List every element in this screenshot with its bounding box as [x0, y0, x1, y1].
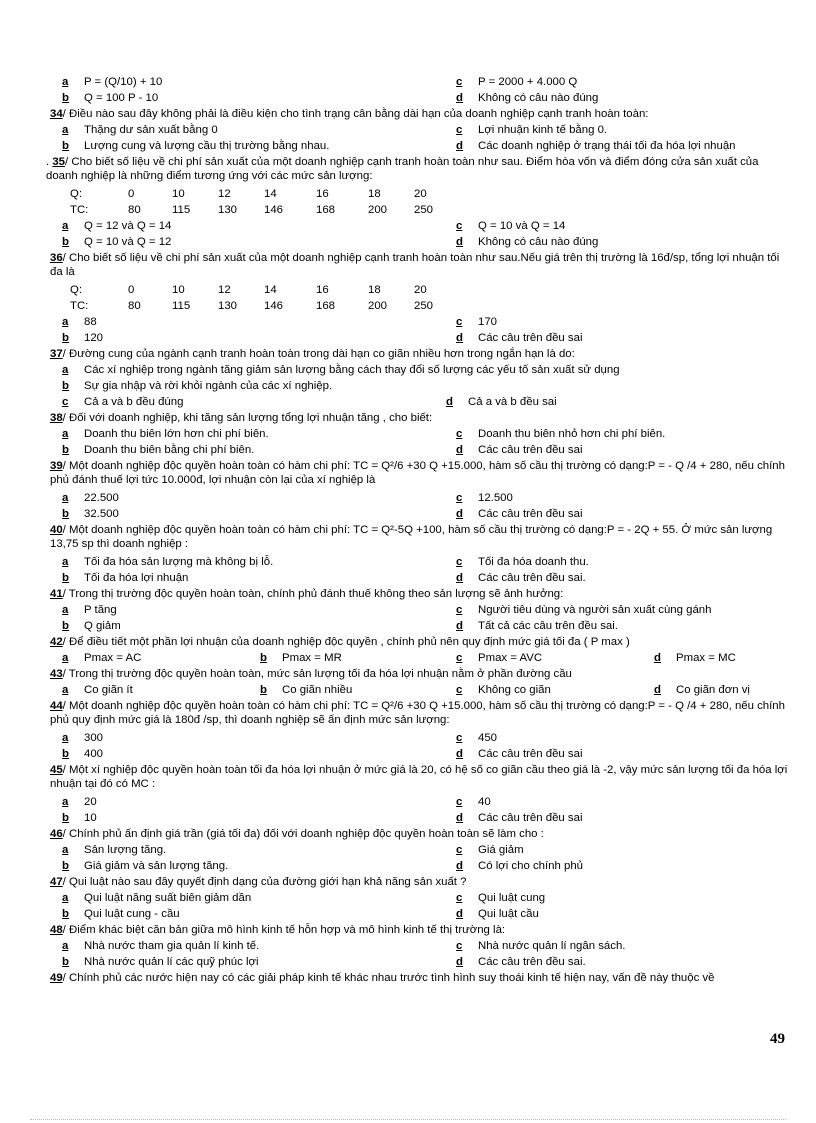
cost-table-label: TC: — [70, 300, 89, 312]
option-text: Không co giãn — [478, 684, 551, 696]
option-b — [62, 235, 171, 249]
question-number: 36 — [50, 252, 63, 264]
option-letter: d — [456, 956, 463, 968]
option-d — [456, 955, 586, 969]
option-letter: c — [456, 76, 463, 88]
question-number: 34 — [50, 108, 63, 120]
option-text: Các câu trên đều sai — [478, 444, 583, 456]
option-letter: c — [456, 492, 463, 504]
option-letter: a — [62, 220, 69, 232]
question-number: 37 — [50, 348, 63, 360]
option-text: Doanh thu biên lớn hơn chi phí biên. — [84, 428, 269, 440]
question-47 — [50, 875, 790, 889]
cost-table-cell: 18 — [368, 284, 381, 296]
option-a — [62, 363, 620, 377]
question-number: 41 — [50, 588, 63, 600]
option-c — [456, 891, 545, 905]
option-a — [62, 219, 171, 233]
cost-table-cell: 16 — [316, 188, 329, 200]
option-a — [62, 555, 273, 569]
question-number: 43 — [50, 668, 63, 680]
option-text: Các doanh nghiệp ở trạng thái tối đa hóa lợi nhuận — [478, 140, 736, 152]
option-d — [456, 907, 539, 921]
option-d — [446, 395, 557, 409]
question-35 — [46, 155, 786, 183]
option-letter: a — [62, 732, 69, 744]
option-b — [62, 955, 259, 969]
question-number: 35 — [52, 156, 66, 168]
option-letter: a — [62, 364, 69, 376]
option-text: Nhà nước tham gia quản lí kinh tế. — [84, 940, 260, 952]
cost-table-cell: 168 — [316, 300, 336, 312]
option-letter: c — [456, 316, 463, 328]
option-letter: c — [456, 220, 463, 232]
option-text: Tối đa hóa sản lượng mà không bị lỗ. — [84, 556, 274, 568]
option-text: Các câu trên đều sai — [478, 508, 583, 520]
option-text: Sự gia nhập và rời khỏi ngành của các xí nghiệp. — [84, 380, 333, 392]
option-letter: c — [456, 684, 463, 696]
option-letter: c — [456, 732, 463, 744]
option-text: Q = 100 P - 10 — [84, 92, 159, 104]
option-text: 450 — [478, 732, 498, 744]
cost-table-cell: 80 — [128, 204, 141, 216]
option-letter: a — [62, 892, 69, 904]
option-text: Pmax = AC — [84, 652, 142, 664]
page-number: 49 — [770, 1031, 785, 1047]
option-letter: a — [62, 492, 69, 504]
question-text: / Trong thị trường độc quyền hoàn toàn, mức sản lượng tối đa hóa lợi nhuận nằm ở phần đường cầu — [62, 668, 572, 680]
cost-table-cell: 14 — [264, 188, 277, 200]
option-text: Người tiêu dùng và người sản xuất cùng gánh — [478, 604, 712, 616]
option-letter: b — [62, 956, 69, 968]
option-text: P = 2000 + 4.000 Q — [478, 76, 578, 88]
option-letter: b — [260, 684, 267, 696]
question-number: 42 — [50, 636, 63, 648]
option-c — [456, 555, 589, 569]
question-number: 45 — [50, 764, 63, 776]
question-34 — [50, 107, 790, 121]
option-text: Co giãn đơn vị — [676, 684, 750, 696]
option-letter: a — [62, 684, 69, 696]
option-letter: c — [456, 652, 463, 664]
option-text: Co giãn nhiều — [282, 684, 353, 696]
option-c — [456, 843, 524, 857]
option-letter: b — [62, 620, 69, 632]
cost-table-cell: 130 — [218, 300, 238, 312]
question-text: / Đường cung của ngành cạnh tranh hoàn toàn trong dài hạn co giãn nhiều hơn trong ngắn hạn là do: — [62, 348, 575, 360]
option-text: 10 — [84, 812, 97, 824]
option-d — [456, 747, 582, 761]
option-b — [62, 571, 188, 585]
option-text: Không có câu nào đúng — [478, 236, 599, 248]
option-text: P = (Q/10) + 10 — [84, 76, 163, 88]
question-40 — [50, 523, 790, 551]
option-letter: b — [62, 812, 69, 824]
question-text: / Điều nào sau đây không phải là điều kiện cho tình trạng cân bằng dài hạn của doanh nghiệp cạnh tranh hoàn toàn: — [62, 108, 649, 120]
question-number: 49 — [50, 972, 63, 984]
option-d — [456, 331, 582, 345]
cost-table-cell: 200 — [368, 300, 388, 312]
option-d — [456, 619, 618, 633]
option-text: 88 — [84, 316, 97, 328]
option-letter: b — [260, 652, 267, 664]
question-text: / Điểm khác biệt căn bản giữa mô hình kinh tế hỗn hợp và mô hình kinh tế thị trường là: — [62, 924, 506, 936]
question-text: / Một doanh nghiệp độc quyền hoàn toàn có hàm chi phí: TC = Q²/6 +30 Q +15.000, hàm số cầu thị trường có dạng:P = - Q /4 + 280, nếu chính phủ quy định mức giá là 180đ /sp, thì doanh nghiệp sẽ ấn định mức sản lượng: — [50, 700, 785, 726]
question-42 — [50, 635, 790, 649]
option-text: Cả a và b đều đúng — [84, 396, 184, 408]
option-letter: d — [456, 236, 463, 248]
option-c — [456, 219, 565, 233]
cost-table-cell: 80 — [128, 300, 141, 312]
option-text: Co giãn ít — [84, 684, 133, 696]
option-d — [456, 139, 736, 153]
option-text: Các câu trên đều sai — [478, 748, 583, 760]
option-letter: a — [62, 556, 69, 568]
option-text: Các xí nghiệp trong ngành tăng giảm sản lượng bằng cách thay đổi số lượng các yếu tố sản xuất sử dụng — [84, 364, 620, 376]
question-43 — [50, 667, 790, 681]
option-c — [456, 651, 542, 665]
option-text: 22.500 — [84, 492, 119, 504]
option-letter: b — [62, 444, 69, 456]
option-letter: b — [62, 140, 69, 152]
option-letter: d — [456, 812, 463, 824]
option-letter: c — [456, 844, 463, 856]
option-letter: a — [62, 604, 69, 616]
question-46 — [50, 827, 790, 841]
option-text: Giá giảm — [478, 844, 524, 856]
cost-table-cell: 18 — [368, 188, 381, 200]
option-letter: b — [62, 332, 69, 344]
question-36 — [50, 251, 790, 279]
option-b — [62, 331, 103, 345]
option-text: Pmax = AVC — [478, 652, 543, 664]
option-text: Q = 10 và Q = 14 — [478, 220, 566, 232]
option-text: Giá giảm và sản lượng tăng. — [84, 860, 229, 872]
cost-table-cell: 10 — [172, 284, 185, 296]
option-text: Không có câu nào đúng — [478, 92, 599, 104]
option-text: Doanh thu biên nhỏ hơn chi phí biên. — [478, 428, 666, 440]
option-letter: d — [456, 860, 463, 872]
option-text: 120 — [84, 332, 104, 344]
option-text: Các câu trên đều sai — [478, 332, 583, 344]
option-a — [62, 795, 97, 809]
question-49 — [50, 971, 790, 985]
question-number: 40 — [50, 524, 63, 536]
cost-table-cell: 130 — [218, 204, 238, 216]
option-c — [456, 315, 497, 329]
option-c — [456, 795, 491, 809]
cost-table-cell: 14 — [264, 284, 277, 296]
cost-table-cell: 20 — [414, 188, 427, 200]
option-letter: d — [654, 684, 661, 696]
cost-table-label: Q: — [70, 188, 83, 200]
option-a — [62, 731, 103, 745]
option-text: Thặng dư sản xuất bằng 0 — [84, 124, 218, 136]
option-letter: b — [62, 236, 69, 248]
option-letter: d — [456, 92, 463, 104]
option-c — [456, 939, 625, 953]
option-a — [62, 843, 166, 857]
option-b — [62, 811, 97, 825]
option-b — [62, 507, 119, 521]
option-text: Q = 12 và Q = 14 — [84, 220, 172, 232]
cost-table-cell: 12 — [218, 188, 231, 200]
option-letter: c — [456, 796, 463, 808]
question-number: 38 — [50, 412, 63, 424]
cost-table-label: Q: — [70, 284, 83, 296]
question-number: 46 — [50, 828, 63, 840]
option-a — [62, 939, 259, 953]
cost-table-cell: 0 — [128, 188, 135, 200]
option-letter: b — [62, 92, 69, 104]
option-letter: a — [62, 652, 69, 664]
option-letter: c — [456, 124, 463, 136]
option-letter: c — [456, 428, 463, 440]
option-d — [456, 91, 598, 105]
question-text: / Một doanh nghiệp độc quyền hoàn toàn có hàm chi phí: TC = Q²/6 +30 Q +15.000, hàm số cầu thị trường có dạng:P = - Q /4 + 280, nếu chính phủ đánh thuế lợi tức 10.000đ, lợi nhuận còn lại của xí nghiệp là — [50, 460, 785, 486]
cost-table-cell: 0 — [128, 284, 135, 296]
option-letter: b — [62, 860, 69, 872]
question-text: / Qui luật nào sau đây quyết định dạng của đường giới hạn khả năng sản xuất ? — [62, 876, 467, 888]
question-37 — [50, 347, 790, 361]
option-c — [456, 123, 607, 137]
option-c — [456, 75, 577, 89]
option-letter: c — [62, 396, 69, 408]
option-b — [62, 91, 158, 105]
option-letter: d — [456, 332, 463, 344]
option-c — [456, 683, 551, 697]
option-text: Pmax = MR — [282, 652, 342, 664]
option-letter: b — [62, 748, 69, 760]
option-letter: d — [456, 572, 463, 584]
question-38 — [50, 411, 790, 425]
option-letter: c — [456, 892, 463, 904]
question-44 — [50, 699, 790, 727]
option-a — [62, 683, 133, 697]
option-c — [62, 395, 183, 409]
option-text: P tăng — [84, 604, 117, 616]
option-letter: d — [456, 748, 463, 760]
cost-table-cell: 10 — [172, 188, 185, 200]
question-text: / Đối với doanh nghiệp, khi tăng sản lượng tổng lợi nhuận tăng , cho biết: — [62, 412, 433, 424]
option-letter: d — [456, 444, 463, 456]
cost-table-cell: 115 — [172, 204, 191, 216]
option-letter: a — [62, 940, 69, 952]
option-letter: d — [456, 620, 463, 632]
footer-divider — [30, 1119, 786, 1120]
question-prefix: . — [46, 156, 53, 168]
option-text: Qui luật cung — [478, 892, 546, 904]
option-letter: b — [62, 380, 69, 392]
option-d — [456, 235, 598, 249]
option-text: Q giảm — [84, 620, 121, 632]
option-d — [456, 443, 582, 457]
question-text: / Chính phủ các nước hiện nay có các giải pháp kinh tế khác nhau trước tình hình suy thoái kinh tế hiện nay, vấn đề này thuộc về — [62, 972, 715, 984]
question-number: 48 — [50, 924, 63, 936]
option-text: Tối đa hóa doanh thu. — [478, 556, 589, 568]
option-letter: c — [456, 556, 463, 568]
option-letter: c — [456, 940, 463, 952]
option-letter: a — [62, 796, 69, 808]
question-48 — [50, 923, 790, 937]
option-b — [62, 139, 329, 153]
option-a — [62, 427, 269, 441]
option-text: 170 — [478, 316, 498, 328]
option-text: Các câu trên đều sai. — [478, 572, 586, 584]
option-letter: c — [456, 604, 463, 616]
option-text: Qui luật năng suất biên giảm dần — [84, 892, 252, 904]
option-b — [62, 443, 254, 457]
cost-table-cell: 12 — [218, 284, 231, 296]
question-text: / Cho biết số liệu về chi phí sản xuất của một doanh nghiệp cạnh tranh hoàn toàn như sau. Điểm hòa vốn và điểm đóng cửa sản xuất của doanh nghiệp là những điểm tương ứng với các mức sản lượng: — [46, 156, 759, 182]
option-text: Các câu trên đều sai — [478, 812, 583, 824]
option-c — [456, 491, 513, 505]
option-c — [456, 603, 711, 617]
option-b — [260, 683, 352, 697]
question-number: 47 — [50, 876, 63, 888]
option-letter: d — [456, 140, 463, 152]
option-text: Nhà nước quản lí các quỹ phúc lợi — [84, 956, 259, 968]
cost-table-cell: 168 — [316, 204, 336, 216]
option-b — [62, 379, 332, 393]
option-text: Pmax = MC — [676, 652, 736, 664]
option-text: Tất cả các câu trên đều sai. — [478, 620, 618, 632]
option-text: Qui luật cầu — [478, 908, 539, 920]
option-letter: d — [654, 652, 661, 664]
option-b — [62, 747, 103, 761]
option-c — [456, 731, 497, 745]
option-c — [456, 427, 665, 441]
option-a — [62, 315, 97, 329]
option-d — [456, 571, 586, 585]
option-text: Qui luật cung - cầu — [84, 908, 180, 920]
option-text: Nhà nước quản lí ngân sách. — [478, 940, 626, 952]
question-text: / Để điều tiết một phần lợi nhuận của doanh nghiệp độc quyền , chính phủ nên quy định mức giá tối đa ( P max ) — [62, 636, 630, 648]
option-text: Lợi nhuận kinh tế bằng 0. — [478, 124, 608, 136]
cost-table-cell: 16 — [316, 284, 329, 296]
question-text: / Cho biết số liệu về chi phí sản xuất của một doanh nghiệp cạnh tranh hoàn toàn như sau.Nếu giá trên thị trường là 16đ/sp, tổng lợi nhuận tối đa là — [50, 252, 780, 278]
option-text: 400 — [84, 748, 104, 760]
option-d — [654, 683, 750, 697]
cost-table-cell: 250 — [414, 300, 434, 312]
option-letter: a — [62, 124, 69, 136]
option-text: Các câu trên đều sai. — [478, 956, 586, 968]
option-letter: b — [62, 572, 69, 584]
question-text: / Một doanh nghiệp độc quyền hoàn toàn có hàm chi phí: TC = Q²-5Q +100, hàm số cầu thị trường có dạng:P = - 2Q + 55. Ở mức sản lượng 13,75 sp thì doanh nghiệp : — [50, 524, 773, 550]
option-d — [456, 859, 583, 873]
question-45 — [50, 763, 790, 791]
option-a — [62, 603, 117, 617]
cost-table-label: TC: — [70, 204, 89, 216]
option-text: Doanh thu biên bằng chi phí biên. — [84, 444, 255, 456]
option-b — [62, 859, 228, 873]
option-text: 300 — [84, 732, 104, 744]
question-number: 44 — [50, 700, 63, 712]
option-letter: a — [62, 316, 69, 328]
cost-table-cell: 146 — [264, 204, 284, 216]
option-d — [456, 811, 582, 825]
option-letter: a — [62, 76, 69, 88]
option-letter: a — [62, 428, 69, 440]
question-text: / Một xí nghiệp độc quyền hoàn toàn tối đa hóa lợi nhuận ở mức giá là 20, có hệ số co giãn cầu theo giá là -2, vậy mức sản lượng tối đa hóa lợi nhuận tại đó có MC : — [50, 764, 788, 790]
option-d — [456, 507, 582, 521]
option-b — [62, 619, 121, 633]
option-text: Lượng cung và lượng cầu thị trường bằng nhau. — [84, 140, 330, 152]
option-text: 40 — [478, 796, 491, 808]
option-letter: d — [456, 508, 463, 520]
option-b — [260, 651, 342, 665]
option-letter: d — [456, 908, 463, 920]
option-text: Tối đa hóa lợi nhuận — [84, 572, 189, 584]
question-41 — [50, 587, 790, 601]
option-a — [62, 891, 251, 905]
option-text: 12.500 — [478, 492, 513, 504]
question-text: / Trong thị trường độc quyền hoàn toàn, chính phủ đánh thuế không theo sản lượng sẽ ảnh hưởng: — [62, 588, 564, 600]
option-a — [62, 491, 119, 505]
option-text: Có lợi cho chính phủ — [478, 860, 583, 872]
option-a — [62, 123, 218, 137]
cost-table-cell: 250 — [414, 204, 434, 216]
option-b — [62, 907, 180, 921]
question-39 — [50, 459, 790, 487]
cost-table-cell: 200 — [368, 204, 388, 216]
option-a — [62, 651, 141, 665]
cost-table-cell: 20 — [414, 284, 427, 296]
option-text: Cả a và b đều sai — [468, 396, 557, 408]
question-number: 39 — [50, 460, 63, 472]
option-letter: b — [62, 508, 69, 520]
option-text: Sản lượng tăng. — [84, 844, 167, 856]
cost-table-cell: 115 — [172, 300, 191, 312]
option-text: 32.500 — [84, 508, 119, 520]
option-letter: a — [62, 844, 69, 856]
cost-table-cell: 146 — [264, 300, 284, 312]
option-d — [654, 651, 736, 665]
option-letter: b — [62, 908, 69, 920]
option-a — [62, 75, 162, 89]
option-text: 20 — [84, 796, 97, 808]
option-letter: d — [446, 396, 453, 408]
option-text: Q = 10 và Q = 12 — [84, 236, 172, 248]
question-text: / Chính phủ ấn định giá trần (giá tối đa) đối với doanh nghiệp độc quyền hoàn toàn sẽ làm cho : — [62, 828, 544, 840]
